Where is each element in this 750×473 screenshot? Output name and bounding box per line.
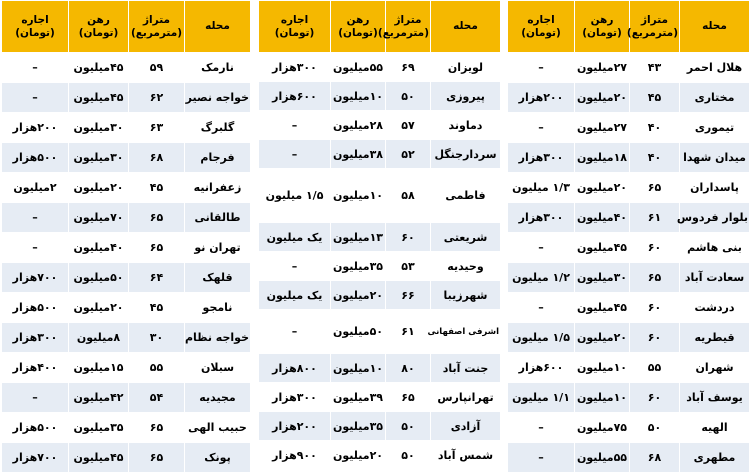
neighborhood-cell: شریعتی <box>431 223 501 252</box>
deposit-cell: ۱۰میلیون <box>331 82 386 111</box>
table-row <box>2 263 251 293</box>
rent-cell: ۲میلیون <box>2 173 69 203</box>
table-row <box>2 353 251 383</box>
deposit-cell: ۳۵میلیون <box>69 413 129 443</box>
rent-cell: یک میلیون <box>259 223 331 252</box>
neighborhood-cell: اشرفی اصفهانی <box>431 310 501 354</box>
rent-cell: – <box>508 443 575 473</box>
header-neighborhood: محله <box>431 1 501 53</box>
neighborhood-cell: قیطریه <box>680 323 750 353</box>
table-row <box>259 412 501 441</box>
table-row <box>2 293 251 323</box>
neighborhood-cell: پیروزی <box>431 82 501 111</box>
table-row <box>508 413 750 443</box>
deposit-cell: ۴۵میلیون <box>575 293 630 323</box>
header-deposit: رهن (تومان) <box>575 1 630 53</box>
rent-cell: ۳۰۰هزار <box>2 323 69 353</box>
table-row <box>2 53 251 83</box>
rent-cell: ۵۰۰هزار <box>2 293 69 323</box>
deposit-cell: ۳۵میلیون <box>331 252 386 281</box>
table-row <box>259 53 501 82</box>
neighborhood-cell: لویزان <box>431 53 501 82</box>
rent-cell: ۸۰۰هزار <box>259 354 331 383</box>
neighborhood-cell: جنت آباد <box>431 354 501 383</box>
deposit-cell: ۳۸میلیون <box>331 140 386 169</box>
area-cell: ۶۰ <box>386 223 431 252</box>
neighborhood-cell: شهران <box>680 353 750 383</box>
neighborhood-cell: شمس آباد <box>431 441 501 470</box>
area-cell: ۸۰ <box>386 354 431 383</box>
area-cell: ۶۰ <box>630 233 680 263</box>
neighborhood-cell: دردشت <box>680 293 750 323</box>
table-row <box>259 111 501 140</box>
table-row <box>508 443 750 473</box>
area-cell: ۶۵ <box>129 233 185 263</box>
table-row <box>508 173 750 203</box>
header-rent: اجاره (تومان) <box>508 1 575 53</box>
rent-cell: ۳۰۰هزار <box>259 383 331 412</box>
area-cell: ۶۵ <box>630 173 680 203</box>
rent-cell: ۷۰۰هزار <box>2 443 69 473</box>
area-cell: ۶۱ <box>630 203 680 233</box>
area-cell: ۴۵ <box>129 293 185 323</box>
table-row <box>259 281 501 310</box>
deposit-cell: ۲۸میلیون <box>331 111 386 140</box>
area-cell: ۵۵ <box>630 353 680 383</box>
rent-cell: ۹۰۰هزار <box>259 441 331 470</box>
neighborhood-cell: خواجه نظام <box>185 323 251 353</box>
area-cell: ۴۵ <box>129 173 185 203</box>
table-row <box>508 203 750 233</box>
table-row <box>508 53 750 83</box>
area-cell: ۶۵ <box>129 443 185 473</box>
table-row <box>508 113 750 143</box>
header-area: متراژ (مترمربع) <box>129 1 185 53</box>
area-cell: ۶۸ <box>630 443 680 473</box>
area-cell: ۳۰ <box>129 323 185 353</box>
header-neighborhood: محله <box>680 1 750 53</box>
area-cell: ۴۳ <box>630 53 680 83</box>
table-row <box>259 383 501 412</box>
area-cell: ۶۶ <box>386 281 431 310</box>
deposit-cell: ۱۰میلیون <box>331 169 386 223</box>
area-cell: ۵۰ <box>386 412 431 441</box>
neighborhood-cell: فاطمی <box>431 169 501 223</box>
table-row <box>2 443 251 473</box>
table-row <box>508 293 750 323</box>
neighborhood-cell: خواجه نصیر <box>185 83 251 113</box>
neighborhood-cell: وحیدیه <box>431 252 501 281</box>
area-cell: ۶۰ <box>630 293 680 323</box>
rent-cell: – <box>2 53 69 83</box>
table-row <box>259 441 501 470</box>
rent-cell: ۵۰۰هزار <box>2 143 69 173</box>
area-cell: ۶۳ <box>129 113 185 143</box>
area-cell: ۶۹ <box>386 53 431 82</box>
table-row <box>2 143 251 173</box>
neighborhood-cell: الهیه <box>680 413 750 443</box>
rent-cell: ۷۰۰هزار <box>2 263 69 293</box>
table-row <box>2 173 251 203</box>
area-cell: ۵۲ <box>386 140 431 169</box>
table-row <box>259 82 501 111</box>
table-row <box>2 113 251 143</box>
deposit-cell: ۱۸میلیون <box>575 143 630 173</box>
rent-cell: ۴۰۰هزار <box>2 353 69 383</box>
rent-cell: ۲۰۰هزار <box>508 83 575 113</box>
table-header <box>2 1 251 53</box>
neighborhood-cell: حبیب الهی <box>185 413 251 443</box>
rent-cell: – <box>2 203 69 233</box>
table-right <box>507 0 750 473</box>
header-rent: اجاره (تومان) <box>259 1 331 53</box>
area-cell: ۵۷ <box>386 111 431 140</box>
table-row <box>259 223 501 252</box>
deposit-cell: ۴۲میلیون <box>69 383 129 413</box>
rent-cell: ۲۰۰هزار <box>2 113 69 143</box>
table-middle <box>258 0 501 470</box>
neighborhood-cell: پاسداران <box>680 173 750 203</box>
deposit-cell: ۳۰میلیون <box>69 143 129 173</box>
table-row <box>2 323 251 353</box>
deposit-cell: ۱۰میلیون <box>331 354 386 383</box>
deposit-cell: ۵۵میلیون <box>331 53 386 82</box>
rent-cell: – <box>508 293 575 323</box>
table-row <box>508 323 750 353</box>
rent-cell: ۱/۵ میلیون <box>508 323 575 353</box>
neighborhood-cell: سعادت آباد <box>680 263 750 293</box>
deposit-cell: ۳۵میلیون <box>331 412 386 441</box>
neighborhood-cell: پونک <box>185 443 251 473</box>
deposit-cell: ۳۰میلیون <box>575 263 630 293</box>
deposit-cell: ۱۳میلیون <box>331 223 386 252</box>
rent-cell: ۶۰۰هزار <box>259 82 331 111</box>
deposit-cell: ۴۵میلیون <box>575 233 630 263</box>
deposit-cell: ۱۰میلیون <box>575 353 630 383</box>
area-cell: ۵۰ <box>386 82 431 111</box>
neighborhood-cell: نارمک <box>185 53 251 83</box>
header-area: متراژ (مترمربع) <box>630 1 680 53</box>
deposit-cell: ۱۰میلیون <box>575 383 630 413</box>
deposit-cell: ۷۵میلیون <box>575 413 630 443</box>
area-cell: ۶۲ <box>129 83 185 113</box>
table-header <box>508 1 750 53</box>
neighborhood-cell: طالقانی <box>185 203 251 233</box>
rent-cell: – <box>2 83 69 113</box>
area-cell: ۶۱ <box>386 310 431 354</box>
neighborhood-cell: یوسف آباد <box>680 383 750 413</box>
header-rent: اجاره (تومان) <box>2 1 69 53</box>
rent-cell: ۶۰۰هزار <box>508 353 575 383</box>
rent-cell: ۳۰۰هزار <box>259 53 331 82</box>
area-cell: ۵۴ <box>129 383 185 413</box>
deposit-cell: ۲۰میلیون <box>575 323 630 353</box>
area-cell: ۶۴ <box>129 263 185 293</box>
deposit-cell: ۲۰میلیون <box>331 441 386 470</box>
deposit-cell: ۲۰میلیون <box>69 173 129 203</box>
area-cell: ۶۵ <box>129 413 185 443</box>
rent-cell: ۱/۵ میلیون <box>259 169 331 223</box>
deposit-cell: ۲۰میلیون <box>69 293 129 323</box>
deposit-cell: ۴۰میلیون <box>575 203 630 233</box>
table-body <box>508 53 750 473</box>
rent-cell: – <box>259 140 331 169</box>
neighborhood-cell: زعفرانیه <box>185 173 251 203</box>
rent-cell: – <box>508 53 575 83</box>
neighborhood-cell: آزادی <box>431 412 501 441</box>
area-cell: ۶۸ <box>129 143 185 173</box>
table-left <box>1 0 251 473</box>
table-row <box>2 383 251 413</box>
rent-cell: – <box>259 252 331 281</box>
neighborhood-cell: سردارجنگل <box>431 140 501 169</box>
rent-cell: ۲۰۰هزار <box>259 412 331 441</box>
table-row <box>2 203 251 233</box>
header-area: متراژ (مترمربع) <box>386 1 431 53</box>
area-cell: ۵۰ <box>386 441 431 470</box>
deposit-cell: ۳۹میلیون <box>331 383 386 412</box>
table-row <box>259 169 501 223</box>
area-cell: ۵۰ <box>630 413 680 443</box>
area-cell: ۴۰ <box>630 113 680 143</box>
deposit-cell: ۲۰میلیون <box>331 281 386 310</box>
area-cell: ۵۸ <box>386 169 431 223</box>
table-row <box>259 252 501 281</box>
rent-cell: – <box>2 233 69 263</box>
table-row <box>259 354 501 383</box>
neighborhood-cell: تهرانپارس <box>431 383 501 412</box>
area-cell: ۶۵ <box>129 203 185 233</box>
neighborhood-cell: هلال احمر <box>680 53 750 83</box>
deposit-cell: ۵۰میلیون <box>69 263 129 293</box>
deposit-cell: ۲۰میلیون <box>575 173 630 203</box>
deposit-cell: ۵۰میلیون <box>331 310 386 354</box>
deposit-cell: ۴۵میلیون <box>69 443 129 473</box>
neighborhood-cell: شهرزیبا <box>431 281 501 310</box>
rent-cell: – <box>259 111 331 140</box>
table-row <box>2 83 251 113</box>
rent-cell: ۵۰۰هزار <box>2 413 69 443</box>
rent-cell: ۱/۳ میلیون <box>508 173 575 203</box>
table-body <box>2 53 251 473</box>
neighborhood-cell: میدان شهدا <box>680 143 750 173</box>
table-row <box>259 310 501 354</box>
table-row <box>259 140 501 169</box>
deposit-cell: ۲۷میلیون <box>575 113 630 143</box>
table-row <box>508 353 750 383</box>
rent-cell: ۱/۲ میلیون <box>508 263 575 293</box>
rent-cell: ۳۰۰هزار <box>508 203 575 233</box>
area-cell: ۵۳ <box>386 252 431 281</box>
area-cell: ۶۵ <box>386 383 431 412</box>
table-row <box>2 233 251 263</box>
area-cell: ۶۰ <box>630 323 680 353</box>
rent-cell: – <box>508 233 575 263</box>
area-cell: ۴۰ <box>630 143 680 173</box>
deposit-cell: ۷۰میلیون <box>69 203 129 233</box>
table-header <box>259 1 501 53</box>
rent-cell: یک میلیون <box>259 281 331 310</box>
neighborhood-cell: تهران نو <box>185 233 251 263</box>
rent-cell: ۳۰۰هزار <box>508 143 575 173</box>
area-cell: ۵۹ <box>129 53 185 83</box>
rent-cell: – <box>2 383 69 413</box>
table-body <box>259 53 501 470</box>
header-deposit: رهن (تومان) <box>69 1 129 53</box>
table-row <box>508 263 750 293</box>
area-cell: ۶۵ <box>630 263 680 293</box>
deposit-cell: ۸میلیون <box>69 323 129 353</box>
deposit-cell: ۵۵میلیون <box>575 443 630 473</box>
deposit-cell: ۴۵میلیون <box>69 83 129 113</box>
header-deposit: رهن (تومان) <box>331 1 386 53</box>
neighborhood-cell: مجیدیه <box>185 383 251 413</box>
area-cell: ۵۵ <box>129 353 185 383</box>
neighborhood-cell: مطهری <box>680 443 750 473</box>
neighborhood-cell: دماوند <box>431 111 501 140</box>
neighborhood-cell: گلبرگ <box>185 113 251 143</box>
area-cell: ۴۵ <box>630 83 680 113</box>
table-row <box>508 233 750 263</box>
deposit-cell: ۱۵میلیون <box>69 353 129 383</box>
deposit-cell: ۳۰میلیون <box>69 113 129 143</box>
neighborhood-cell: سبلان <box>185 353 251 383</box>
deposit-cell: ۲۷میلیون <box>575 53 630 83</box>
deposit-cell: ۴۵میلیون <box>69 53 129 83</box>
neighborhood-cell: بلوار فردوس <box>680 203 750 233</box>
area-cell: ۶۰ <box>630 383 680 413</box>
neighborhood-cell: بنی هاشم <box>680 233 750 263</box>
neighborhood-cell: فرجام <box>185 143 251 173</box>
rent-cell: – <box>508 413 575 443</box>
deposit-cell: ۲۰میلیون <box>575 83 630 113</box>
neighborhood-cell: مختاری <box>680 83 750 113</box>
neighborhood-cell: نامجو <box>185 293 251 323</box>
neighborhood-cell: قلهک <box>185 263 251 293</box>
neighborhood-cell: تیموری <box>680 113 750 143</box>
table-row <box>508 383 750 413</box>
rent-cell: ۱/۱ میلیون <box>508 383 575 413</box>
deposit-cell: ۴۰میلیون <box>69 233 129 263</box>
table-row <box>2 413 251 443</box>
rent-cell: – <box>259 310 331 354</box>
table-row <box>508 143 750 173</box>
header-neighborhood: محله <box>185 1 251 53</box>
table-row <box>508 83 750 113</box>
rent-cell: – <box>508 113 575 143</box>
